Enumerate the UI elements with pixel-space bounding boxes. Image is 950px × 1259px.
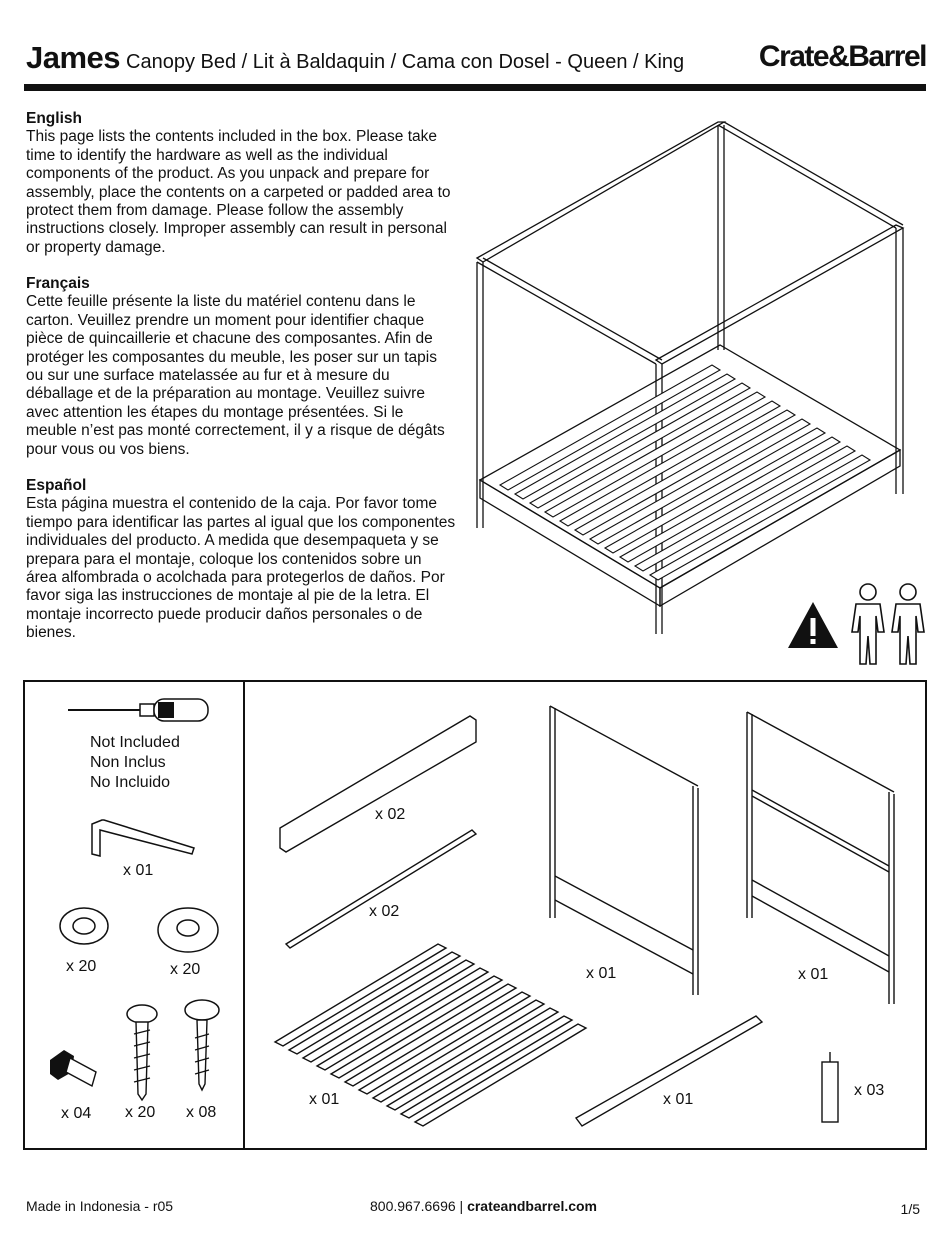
footer-made-in: Made in Indonesia - r05 — [26, 1198, 174, 1214]
side-rail — [280, 716, 476, 852]
footer-phone: 800.967.6696 | — [370, 1198, 468, 1214]
section-heading: Español — [26, 477, 87, 494]
not-included-fr: Non Inclus — [90, 754, 166, 771]
section-heading: English — [26, 110, 82, 127]
section-body: Esta página muestra el contenido de la caja. Por favor tome tiempo para identificar las partes al igual que los componentes individuales del producto. A medida que desempaqueta y se prepara para el montaje, coloque los contenidos sobre un área alfombrada o acolchada para protegerlos de daños. Por favor siga las instrucciones de montaje al pie de la letra. El montaje incorrecto puede producir daños personales o de bienes. — [26, 495, 456, 642]
flat-washer-qty: x 20 — [170, 961, 201, 978]
page-number: 1/5 — [900, 1201, 920, 1217]
section-body: Cette feuille présente la liste du matériel contenu dans le carton. Veuillez prendre un moment pour identifier chaque pièce de quincaillerie et chacune des composantes. Afin de protéger les composantes du meuble, les poser sur un tapis ou sur une surface matelassée au fur et à mesure du déballage et de la préparation au montage. Veuillez suivre avec attention les étapes du montage présentées. Si le meuble n’est pas monté correctement, il y a risque de dégâts pour vous ou vos biens. — [26, 293, 445, 458]
side-rail-qty: x 02 — [375, 806, 406, 823]
slats-qty: x 01 — [309, 1091, 340, 1108]
not-included-en: Not Included — [90, 734, 180, 751]
split-washer-qty: x 20 — [66, 958, 97, 975]
not-included-es: No Incluido — [90, 774, 171, 791]
leg — [822, 1052, 838, 1122]
slat-rail-qty: x 02 — [369, 903, 400, 920]
footer-contact — [370, 1198, 597, 1214]
legs-qty: x 03 — [854, 1082, 885, 1099]
slat-rail — [286, 830, 476, 948]
section-heading: Français — [26, 275, 90, 292]
long-screw-qty: x 20 — [125, 1104, 156, 1121]
bolt-qty: x 04 — [61, 1105, 92, 1122]
center-beam-qty: x 01 — [663, 1091, 694, 1108]
product-name: James — [26, 40, 121, 75]
center-beam — [576, 1016, 762, 1126]
section-body: This page lists the contents included in the box. Please take time to identify the hardware as well as the individual components of the product. As you unpack and prepare for assembly, place the contents on a carpeted or padded area to protect them from damage. Please follow the assembly instructions closely. Improper assembly can result in personal or property damage. — [26, 128, 451, 256]
footer-website-link[interactable]: crateandbarrel.com — [467, 1198, 598, 1214]
footboard-frame-qty: x 01 — [798, 966, 829, 983]
product-subtitle: Canopy Bed / Lit à Baldaquin / Cama con Dosel - Queen / King — [126, 51, 685, 73]
headboard-frame-qty: x 01 — [586, 965, 617, 982]
short-screw-qty: x 08 — [186, 1104, 217, 1121]
footboard-frame — [747, 712, 894, 1004]
brand-logo: Crate&Barrel — [758, 40, 926, 73]
headboard-frame — [550, 706, 698, 995]
allen-key-qty: x 01 — [123, 862, 154, 879]
